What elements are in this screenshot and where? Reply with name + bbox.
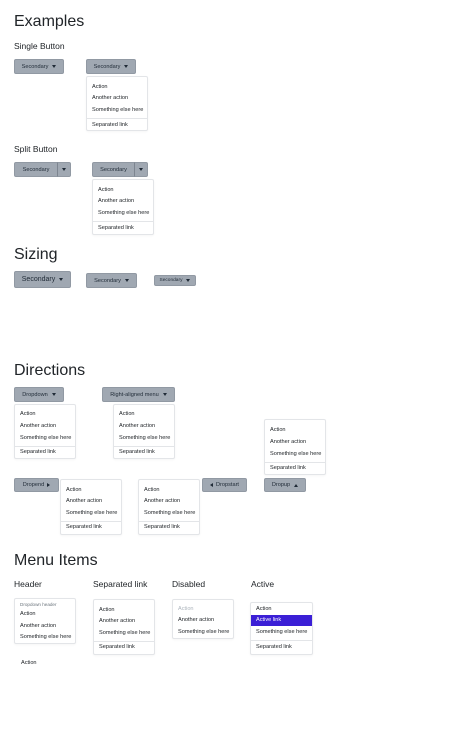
menu-item-action[interactable]: Action [21,660,37,666]
dropdown-menu [92,179,154,235]
menu-item-separated-link[interactable]: Separated link [98,225,134,231]
menu-item-something-else[interactable]: Something else here [92,107,144,113]
button-label: Secondary [94,277,121,284]
button-label: Secondary [159,278,183,283]
menu-item-another-action[interactable]: Another action [92,95,129,101]
menu-item-action[interactable]: Action [98,187,114,193]
menu-item-something-else[interactable]: Something else here [98,210,150,216]
menu-item-another-action[interactable]: Another action [119,423,156,429]
split-button-toggle[interactable] [57,162,71,177]
button-label: Dropstart [215,482,239,488]
dropdown-menu-right [113,404,175,459]
dropstart-button[interactable] [202,478,247,492]
caret-down-icon [124,65,128,68]
menu-item-separated-link[interactable]: Separated link [119,449,155,455]
caret-down-icon [186,279,190,282]
button-label: Secondary [21,63,49,70]
menu-item-action[interactable]: Action [144,487,160,493]
button-label: Dropdown [22,391,48,398]
caret-down-icon [62,168,66,171]
menu-item-another-action[interactable]: Another action [270,439,307,445]
caret-up-icon [294,484,298,487]
menu-item-another-action[interactable]: Another action [144,498,181,504]
dropdown-menu [86,76,148,131]
menu-item-something-else[interactable]: Something else here [270,451,322,457]
caret-down-icon [52,393,56,396]
dropdown-menu-separated [93,599,155,655]
dropdown-button[interactable] [14,387,64,402]
menu-item-something-else[interactable]: Something else here [20,435,72,441]
menu-item-action[interactable]: Action [66,487,82,493]
caret-left-icon [210,483,213,487]
menu-item-separated-link[interactable]: Separated link [92,122,128,128]
dropdown-menu-active [250,602,313,655]
button-label: Secondary [100,166,127,173]
menu-item-something-else[interactable]: Something else here [119,435,171,441]
button-label: Secondary [21,276,56,283]
menu-item-separated-link[interactable]: Separated link [144,524,180,530]
menu-item-another-action[interactable]: Another action [20,623,57,629]
section-title-directions: Directions [14,362,86,379]
menu-item-separated-link[interactable]: Separated link [66,524,102,530]
menu-item-another-action[interactable]: Another action [98,198,135,204]
subsection-title-header: Header [14,579,42,589]
subsection-title-split-button: Split Button [14,144,58,154]
menu-item-action[interactable]: Action [92,84,108,90]
button-label: Dropend [22,482,45,488]
dropend-menu [60,479,122,535]
dropdown-menu-with-header [14,598,76,644]
menu-item-another-action[interactable]: Another action [66,498,103,504]
section-title-sizing: Sizing [14,246,58,263]
menu-item-separated-link[interactable]: Separated link [20,449,56,455]
dropdown-header: Dropdown header [20,602,57,607]
caret-down-icon [59,278,63,281]
section-title-menu-items: Menu Items [14,552,98,569]
menu-item-something-else[interactable]: Something else here [256,629,308,635]
menu-item-another-action[interactable]: Another action [20,423,57,429]
caret-down-icon [125,279,129,282]
menu-item-action[interactable]: Action [20,611,36,617]
dropup-menu [264,419,326,475]
menu-item-another-action[interactable]: Another action [178,617,215,623]
menu-item-separated-link[interactable]: Separated link [256,644,292,650]
menu-item-action-disabled: Action [178,606,194,612]
menu-divider [93,221,153,222]
split-button-toggle-open[interactable] [134,162,148,177]
secondary-dropdown-button-small[interactable] [154,275,196,286]
menu-item-separated-link[interactable]: Separated link [270,465,306,471]
secondary-dropdown-button-medium[interactable] [86,273,137,288]
caret-down-icon [163,393,167,396]
secondary-dropdown-button-large[interactable] [14,271,71,288]
dropdown-menu-disabled [172,599,234,639]
caret-right-icon [47,483,50,487]
subsection-title-separated-link: Separated link [93,579,148,589]
dropdown-menu [14,404,76,459]
section-title-examples: Examples [14,13,85,30]
dropup-button[interactable] [264,478,306,492]
menu-item-active-link[interactable]: Active link [251,615,312,626]
button-label: Secondary [93,63,121,70]
menu-item-action[interactable]: Action [99,607,115,613]
menu-item-something-else[interactable]: Something else here [99,630,151,636]
right-aligned-menu-button[interactable] [102,387,175,402]
secondary-dropdown-button-open[interactable] [86,59,136,74]
menu-item-something-else[interactable]: Something else here [178,629,230,635]
menu-item-action[interactable]: Action [256,606,272,612]
subsection-title-disabled: Disabled [172,579,206,589]
caret-down-icon [52,65,56,68]
menu-item-separated-link[interactable]: Separated link [99,644,135,650]
button-label: Secondary [22,166,50,173]
split-button-main[interactable] [14,162,58,177]
subsection-title-single-button: Single Button [14,41,65,51]
secondary-dropdown-button[interactable] [14,59,64,74]
menu-divider [251,640,312,641]
menu-item-action[interactable]: Action [20,411,36,417]
menu-item-something-else[interactable]: Something else here [20,634,72,640]
menu-item-action[interactable]: Action [270,427,286,433]
menu-item-something-else[interactable]: Something else here [66,510,118,516]
dropend-button[interactable] [14,478,59,492]
menu-item-another-action[interactable]: Another action [99,618,136,624]
subsection-title-active: Active [251,579,275,589]
button-label: Right-aligned menu [110,391,159,398]
menu-item-action[interactable]: Action [119,411,135,417]
menu-divider [87,118,147,119]
caret-down-icon [139,168,143,171]
split-button-main-open[interactable] [92,162,135,177]
menu-item-something-else[interactable]: Something else here [144,510,196,516]
button-label: Dropup [271,482,291,488]
dropstart-menu [138,479,200,535]
